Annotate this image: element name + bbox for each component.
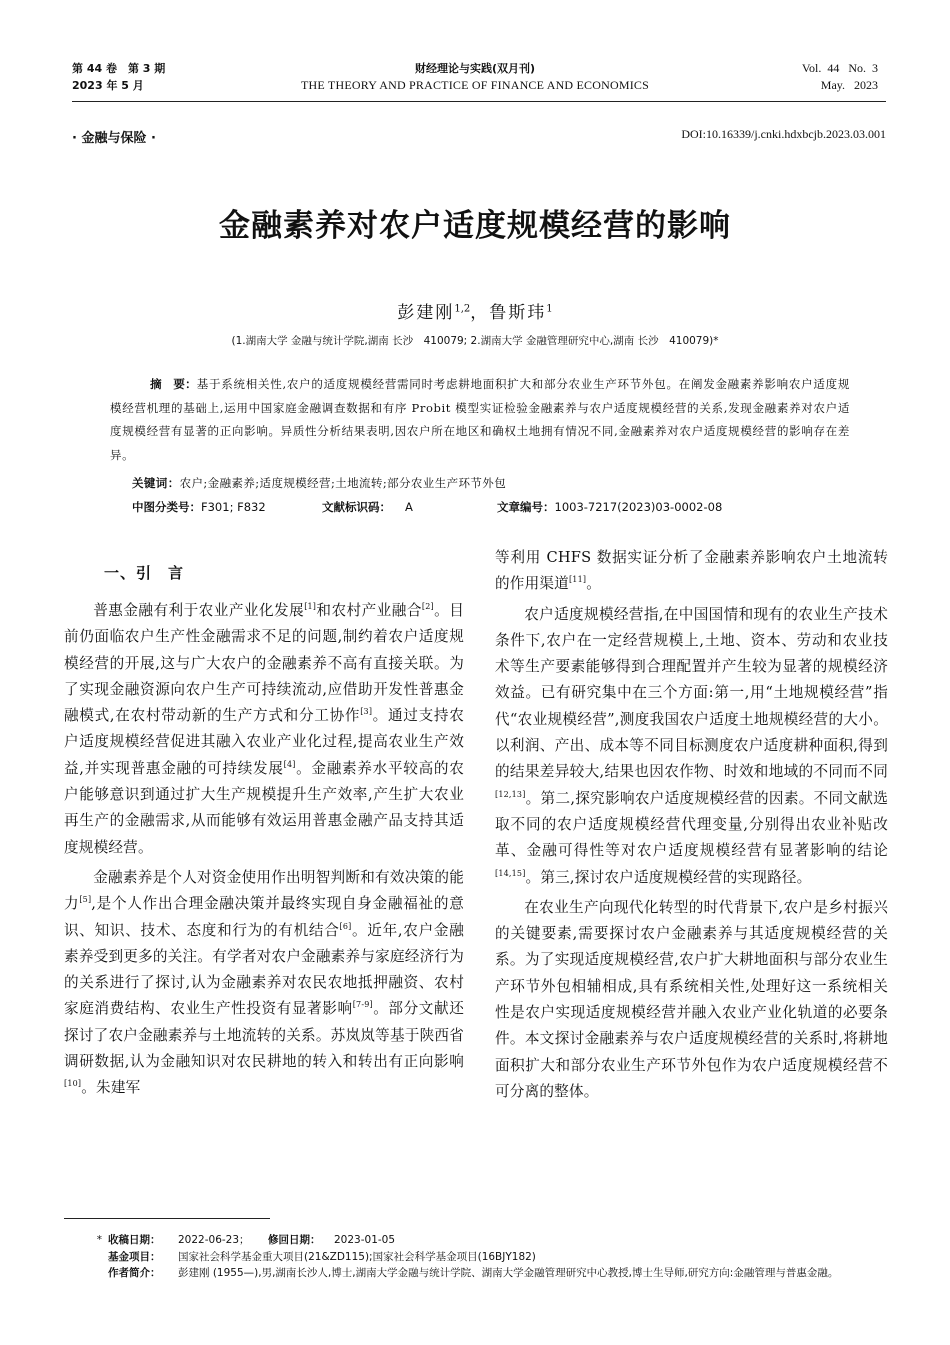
received-date: 2022-06-23； xyxy=(178,1234,250,1246)
body-left-column xyxy=(64,560,464,1102)
abstract-label: 摘 要： xyxy=(150,377,197,391)
text-run: 农户适度规模经营指,在中国国情和现有的农业生产技术条件下,农户在一定经营规模上,土地、资本、劳动和农业技术等生产要素能够得到合理配置并产生较为显著的规模经济效益。已有研究集中在三个方面:第一,用“土地规模经营”指代“农业规模经营”,测度我国农户适度土地规模经营的大小。以利润、产出、成本等不同目标测度农户适度耕种面积,得到的结果差异较大,结果也因农作物、时效和地域的不同而不同 xyxy=(495,605,888,781)
section-heading-intro: 一、引 言 xyxy=(104,564,185,582)
doc-code-label: 文献标识码： xyxy=(322,500,391,514)
authors xyxy=(0,298,950,323)
author-separator: ， xyxy=(470,303,490,323)
footnote-fund xyxy=(72,1249,892,1266)
text-run: ,是个人作出合理金融决策并最终实现自身金融福祉的意识、知识、技术、态度和行为的有机结合 xyxy=(64,895,464,939)
citation: [6] xyxy=(339,921,352,931)
article-number-label: 文章编号： xyxy=(497,500,555,514)
volume-issue-en: Vol. 44 No. 3 xyxy=(801,61,878,75)
citation: [10] xyxy=(64,1079,82,1089)
section-tag: · 金融与保险 · xyxy=(72,131,156,146)
author-1: 彭建刚 xyxy=(397,303,455,323)
footnotes xyxy=(72,1232,892,1282)
paragraph-5: 在农业生产向现代化转型的时代背景下,农户是乡村振兴的关键要素,需要探讨农户金融素养与其适度规模经营的关系。为了实现适度规模经营,农户扩大耕地面积与部分农业生产环节外包相辅相成,具有系统相关性,处理好这一系统相关性是农户实现适度规模经营并融入农业产业化轨道的必要条件。本文探讨金融素养与农户适度规模经营的关系时,将耕地面积扩大和部分农业生产环节外包作为农户适度规模经营不可分离的整体。 xyxy=(495,898,888,1100)
text-run: 。金融素养水平较高的农户能够意识到通过扩大生产规模提升生产效率,产生扩大农业再生产的金融需求,从而能够有效运用普惠金融产品支持其适度规模经营。 xyxy=(64,759,465,856)
bio-text: 彭建刚 (1955—),男,湖南长沙人,博士,湖南大学金融与统计学院、湖南大学金融管理研究中心教授,博士生导师,研究方向:金融管理与普惠金融。 xyxy=(178,1267,839,1279)
text-run: 金融素养是个人对资金使用作出明智判断和有效决策的能力 xyxy=(64,868,464,913)
bio-label: 作者简介： xyxy=(108,1267,161,1279)
citation: [3] xyxy=(360,707,373,717)
citation: [1] xyxy=(304,602,317,612)
body-right-column xyxy=(495,545,888,1105)
issue-info-en xyxy=(802,60,878,94)
author-1-affil: 1,2 xyxy=(454,303,471,315)
paragraph-2 xyxy=(64,865,464,1102)
text-run: 等利用 CHFS 数据实证分析了金融素养影响农户土地流转的作用渠道 xyxy=(495,549,888,593)
received-label: 收稿日期： xyxy=(108,1234,161,1246)
clc-label: 中图分类号： xyxy=(132,500,201,514)
text-run: 普惠金融有利于农业产业化发展 xyxy=(93,602,305,619)
clc-code: F301; F832 xyxy=(201,500,266,514)
paragraph-3 xyxy=(495,545,888,598)
doi: DOI:10.16339/j.cnki.hdxbcjb.2023.03.001 xyxy=(681,127,886,141)
journal-name-en: THE THEORY AND PRACTICE OF FINANCE AND ECONOMICS xyxy=(301,78,649,92)
citation: [11] xyxy=(568,575,587,585)
text-run: 。 xyxy=(586,575,602,593)
text-run: 。第二,探究影响农户适度规模经营的因素。不同文献选取不同的农户适度规模经营代理变量,分别得出农业补贴改革、金融可得性等对农户适度规模经营有显著影响的结论 xyxy=(495,789,888,860)
doc-code: A xyxy=(405,500,413,514)
article-title: 金融素养对农户适度规模经营的影响 xyxy=(219,208,731,244)
citation: [4] xyxy=(283,759,296,769)
author-2-affil: 1 xyxy=(546,303,553,315)
citation: [2] xyxy=(421,602,434,612)
keywords xyxy=(132,472,832,494)
issue-info xyxy=(72,60,165,94)
abstract xyxy=(110,373,850,467)
footnote-star: * xyxy=(96,1234,102,1246)
keywords-text: 农户;金融素养;适度规模经营;土地流转;部分农业生产环节外包 xyxy=(179,476,507,490)
header-rule xyxy=(72,101,886,102)
footnote-spacer xyxy=(72,1249,108,1266)
footnote-bio xyxy=(72,1265,892,1282)
citation: [14,15] xyxy=(495,868,526,878)
author-2: 鲁斯玮 xyxy=(489,303,547,323)
text-run: 。朱建军 xyxy=(81,1079,141,1097)
text-run: 。目前仍面临农户生产性金融需求不足的问题,制约着农户适度规模经营的开展,这与广大农户的金融素养不高有直接关联。为了实现金融资源向农户生产可持续流动,应借助开发性普惠金融模式,在农村带动新的生产方式和分工协作 xyxy=(64,602,464,725)
revised-label: 修回日期： xyxy=(268,1234,321,1246)
citation: [5] xyxy=(79,895,92,905)
issue-date: 2023 年 5 月 xyxy=(72,79,144,92)
footnote-spacer xyxy=(72,1265,108,1282)
keywords-label: 关键词： xyxy=(132,476,180,490)
footnote-dates xyxy=(72,1232,892,1249)
volume-issue: 第 44 卷 第 3 期 xyxy=(72,62,166,75)
text-run: 和农村产业融合 xyxy=(316,602,422,619)
text-run: 。第三,探讨农户适度规模经营的实现路径。 xyxy=(525,868,812,886)
fund-label: 基金项目： xyxy=(108,1250,161,1263)
citation: [7-9] xyxy=(352,1000,373,1010)
citation: [12,13] xyxy=(495,789,526,799)
paragraph-1 xyxy=(64,598,464,861)
classification xyxy=(132,497,852,517)
article-number: 1003-7217(2023)03-0002-08 xyxy=(554,500,723,514)
abstract-text: 基于系统相关性,农户的适度规模经营需同时考虑耕地面积扩大和部分农业生产环节外包。在阐发金融素养影响农户适度规模经营机理的基础上,运用中国家庭金融调查数据和有序 Probit 模型实证检验金融素养与农户适度规模经营的关系,发现金融素养对农户适度规模经营有显著的正向影响。异质性分析结果表明,因农户所在地区和确权土地拥有情况不同,金融素养对农户适度规模经营的影响存在差异。 xyxy=(110,377,850,462)
paragraph-4 xyxy=(495,602,888,891)
issue-date-en: May. 2023 xyxy=(820,78,878,92)
text-run: 。通过支持农户适度规模经营促进其融入农业产业化过程,提高农业生产效益,并实现普惠金融的可持续发展 xyxy=(64,707,465,777)
footnote-rule xyxy=(64,1218,270,1219)
journal-name-cn: 财经理论与实践(双月刊) xyxy=(414,62,536,75)
revised-date: 2023-01-05 xyxy=(334,1234,396,1246)
journal-name xyxy=(250,60,700,94)
text-run: 。近年,农户金融素养受到更多的关注。有学者对农户金融素养与家庭经济行为的关系进行了探讨,认为金融素养对农民农地抵押融资、农村家庭消费结构、农业生产性投资有显著影响 xyxy=(64,921,464,1018)
fund-text: 国家社会科学基金重大项目(21&ZD115);国家社会科学基金项目(16BJY182) xyxy=(178,1250,536,1263)
text-run: 。部分文献还探讨了农户金融素养与土地流转的关系。苏岚岚等基于陕西省调研数据,认为金融知识对农民耕地的转入和转出有正向影响 xyxy=(64,1000,464,1071)
affiliation: (1.湖南大学 金融与统计学院,湖南 长沙 410079; 2.湖南大学 金融管理研究中心,湖南 长沙 410079)* xyxy=(231,335,719,347)
